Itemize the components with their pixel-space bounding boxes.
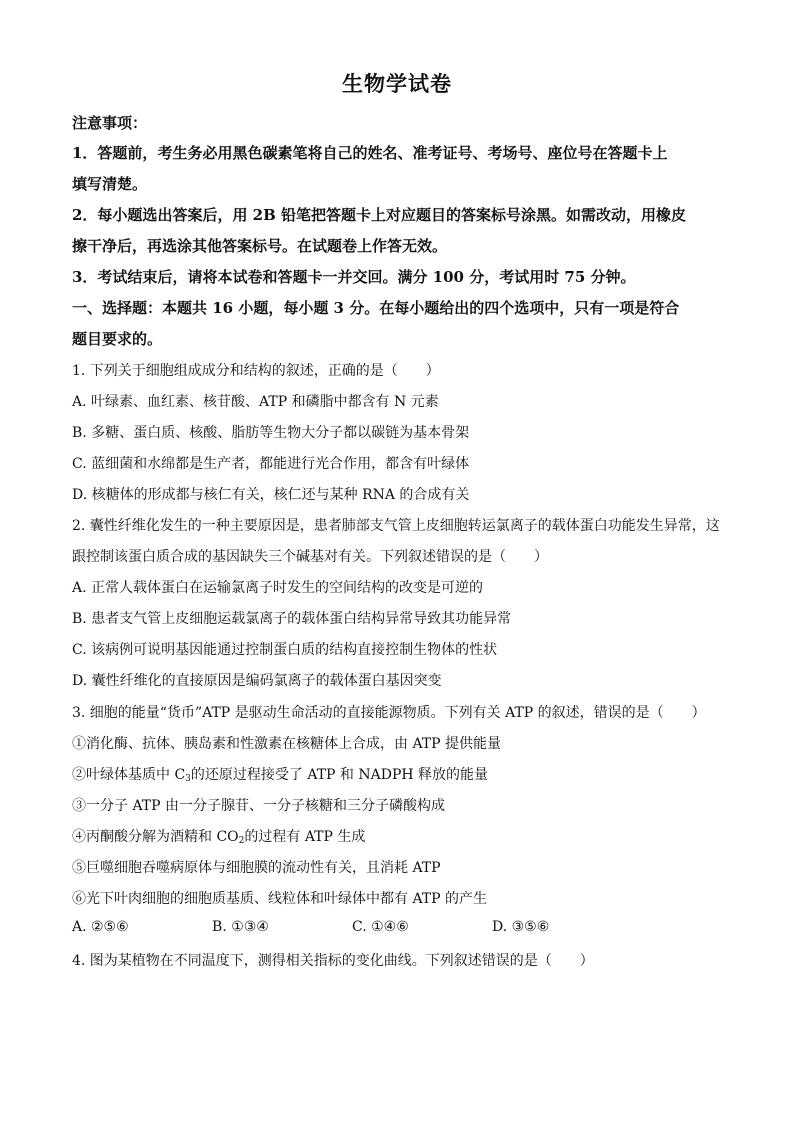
question-2-option-c: C. 该病例可说明基因能通过控制蛋白质的结构直接控制生物体的性状 — [72, 642, 498, 658]
statement-4-subscript: 2 — [238, 836, 245, 846]
question-1-option-a: A. 叶绿素、血红素、核苷酸、ATP 和磷脂中都含有 N 元素 — [72, 394, 439, 410]
question-1-option-c: C. 蓝细菌和水绵都是生产者，都能进行光合作用，都含有叶绿体 — [72, 456, 470, 472]
question-2-stem: 2. 囊性纤维化发生的一种主要原因是，患者肺部支气管上皮细胞转运氯离子的载体蛋白功能发生异常，这 — [72, 518, 720, 534]
section-heading: 一、选择题：本题共 16 小题，每小题 3 分。在每小题给出的四个选项中，只有一项是符合 — [72, 299, 680, 317]
question-3-statement-3: ③一分子 ATP 由一分子腺苷、一分子核糖和三分子磷酸构成 — [72, 798, 446, 814]
notice-item-1-cont: 填写清楚。 — [72, 175, 148, 193]
question-3-options — [72, 919, 632, 935]
notice-heading: 注意事项： — [72, 114, 148, 132]
notice-item-3: 3．考试结束后，请将本试卷和答题卡一并交回。满分 100 分，考试用时 75 分钟。 — [72, 268, 636, 286]
question-3-statement-5: ⑤巨噬细胞吞噬病原体与细胞膜的流动性有关，且消耗 ATP — [72, 860, 441, 876]
statement-4-text-b: 的过程有 ATP 生成 — [244, 829, 366, 845]
question-2-option-a: A. 正常人载体蛋白在运输氯离子时发生的空间结构的改变是可逆的 — [72, 580, 484, 596]
page-title: 生物学试卷 — [342, 71, 452, 96]
section-heading-cont: 题目要求的。 — [72, 330, 163, 348]
question-2-option-b: B. 患者支气管上皮细胞运载氯离子的载体蛋白结构异常导致其功能异常 — [72, 611, 512, 627]
question-3-option-a: A. ②⑤⑥ — [72, 919, 129, 935]
question-1-option-b: B. 多糖、蛋白质、核酸、脂肪等生物大分子都以碳链为基本骨架 — [72, 425, 470, 441]
statement-2-text-b: 的还原过程接受了 ATP 和 NADPH 释放的能量 — [190, 767, 489, 783]
question-3-statement-6: ⑥光下叶肉细胞的细胞质基质、线粒体和叶绿体中都有 ATP 的产生 — [72, 891, 488, 907]
question-3-statement-4 — [72, 826, 365, 846]
notice-item-2: 2．每小题选出答案后，用 2B 铅笔把答题卡上对应题目的答案标号涂黑。如需改动，用橡皮 — [72, 206, 687, 224]
question-3-option-b: B. ①③④ — [212, 919, 269, 935]
question-2-stem-cont: 跟控制该蛋白质合成的基因缺失三个碱基对有关。下列叙述错误的是（ ） — [72, 549, 548, 565]
statement-4-text-a: ④丙酮酸分解为酒精和 CO — [72, 829, 239, 845]
question-3-statement-1: ①消化酶、抗体、胰岛素和性激素在核糖体上合成，由 ATP 提供能量 — [72, 736, 502, 752]
statement-2-subscript: 3 — [185, 774, 191, 784]
question-3-statement-2 — [72, 764, 488, 784]
question-3-stem: 3. 细胞的能量“货币”ATP 是驱动生命活动的直接能源物质。下列有关 ATP 的叙述，错误的是（ ） — [72, 705, 706, 721]
question-2-option-d: D. 囊性纤维化的直接原因是编码氯离子的载体蛋白基因突变 — [72, 673, 442, 689]
question-1-option-d: D. 核糖体的形成都与核仁有关，核仁还与某种 RNA 的合成有关 — [72, 487, 470, 503]
notice-item-1: 1．答题前，考生务必用黑色碳素笔将自己的姓名、准考证号、考场号、座位号在答题卡上 — [72, 144, 668, 162]
notice-item-2-cont: 擦干净后，再选涂其他答案标号。在试题卷上作答无效。 — [72, 237, 448, 255]
question-1-stem: 1. 下列关于细胞组成成分和结构的叙述，正确的是（ ） — [72, 363, 440, 379]
question-3-option-d: D. ③⑤⑥ — [492, 919, 550, 935]
question-3-option-c: C. ①④⑥ — [352, 919, 409, 935]
question-4-stem: 4. 图为某植物在不同温度下，测得相关指标的变化曲线。下列叙述错误的是（ ） — [72, 953, 594, 969]
statement-2-text-a: ②叶绿体基质中 C — [72, 767, 186, 783]
